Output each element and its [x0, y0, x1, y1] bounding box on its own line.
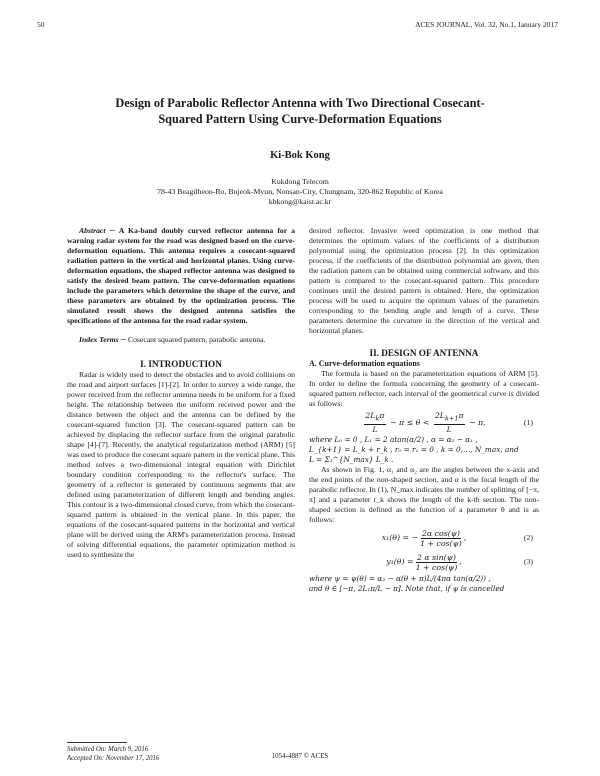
eq1-right-num: 2L — [434, 411, 445, 421]
eq2-num: 2α cos(ψ) — [421, 528, 460, 538]
eq3-num: 2 α sin(ψ) — [416, 552, 456, 562]
eq1-right-sub: k+1 — [444, 415, 459, 424]
right-column — [309, 226, 539, 594]
eq2-den: 1 + cos(ψ) — [420, 538, 462, 548]
section-1-heading: I. INTRODUCTION — [140, 358, 222, 369]
eq2-number: (2) — [523, 533, 533, 543]
affiliation-org: Kukdong Telecom — [271, 177, 329, 186]
eq1-left-fraction — [364, 411, 385, 434]
design-paragraph-2: As shown in Fig. 1, α₁ and α₂ are the angles between the x-axis and the end points of the non-shaped section, and α is the focal length of the parabolic reflector. In (1), N_max indicates the number of splitting of [−π, π] and a parameter r_k shows the length of the k-th section. The non-shaped section is defined as the function of a parameter θ and is as follows: — [309, 464, 539, 525]
left-column — [67, 226, 295, 560]
where-line-4: where ψ = ψ(θ) = α₂ − α(θ + π)L/(4πα tan(α/2)) , — [309, 574, 491, 584]
issn-footer: 1054-4887 © ACES — [271, 752, 329, 760]
eq1-left-den: L — [372, 425, 378, 435]
affiliation-email: kbkong@kaist.ac.kr — [268, 197, 332, 206]
design-paragraph-1: The formula is based on the parameterization equations of ARM [5]. In order to define the formula concerning the geometry of a cosecant-squared pattern reflector, each interval of the geometrical curve is divided as follows: — [309, 368, 539, 408]
subsection-a-heading: A. Curve-deformation equations — [309, 358, 420, 368]
index-terms-text: Cosecant squared pattern, parabolic antenna. — [127, 335, 266, 345]
affiliation — [0, 177, 600, 207]
eq2-fraction — [420, 529, 462, 548]
eq1-left-num: 2L — [365, 411, 376, 421]
eq1-right-tail: π — [458, 411, 464, 421]
abstract — [67, 226, 295, 326]
where-line-2: L_{k+1} = L_k + r_k , r₀ = r₁ = 0 , k = 0,…, N_max, and — [309, 444, 519, 454]
index-terms — [67, 335, 295, 345]
footnote-rule — [67, 742, 127, 743]
equation-2 — [309, 526, 539, 550]
page-number: 50 — [37, 20, 45, 29]
eq3-number: (3) — [523, 557, 533, 567]
eq1-right-den: L — [446, 425, 452, 435]
eq1-end: − π, — [466, 417, 486, 427]
intro-continuation: desired reflector. Invasive weed optimization is one method that determines the optimum values of the coefficients of a distribution polynomial using the optimization process [2]. In this optimization process, if the coefficients of the distribution polynomial are given, then the radiation pattern can be obtained using commercial software, and this pattern is compared to the cosecant-squared pattern. This procedure continues until the desired pattern is obtained. Here, the optimization process will be used to acquire the optimum values of the parameters corresponding to the bending angle and length of a curve. These parameters determine the curvature in the direction of the vertical and horizontal planes. — [309, 226, 539, 336]
journal-header: ACES JOURNAL, Vol. 32, No.1, January 2017 — [415, 20, 558, 29]
index-terms-dash: ─ — [118, 335, 128, 345]
submitted-date: Submitted On: March 9, 2016 — [67, 746, 149, 753]
paper-title — [60, 95, 540, 127]
eq2-tail: , — [463, 533, 467, 543]
eq1-middle: − π ≤ θ < — [387, 417, 432, 427]
equation-3 — [309, 550, 539, 574]
eq1-left-sub: k — [375, 415, 380, 424]
eq1-number: (1) — [523, 417, 533, 427]
abstract-text: A Ka-band doubly curved reflector antenna for a warning radar system for the road was designed based on the curve-deformation equations. This antenna requires a cosecant-squared radiation pattern in the vertical and horizontal planes. Using curve-deformation equations, the shaped reflector antenna was designed to satisfy the desired beam pattern. The curve-deformation equations include the parameters which determine the shape of the curve, and these parameters are obtained by the optimization process. The simulated result shows the designed antenna satisfies the specifications of the antenna for the road radar system. — [67, 226, 295, 326]
eq3-tail: , — [459, 557, 462, 567]
eq3-fraction — [416, 553, 458, 572]
title-line-2: Squared Pattern Using Curve-Deformation Equations — [158, 112, 442, 126]
section-2-heading: II. DESIGN OF ANTENNA — [369, 347, 479, 358]
abstract-dash: ─ — [105, 226, 119, 235]
where-line-5: and θ ∈ [−π, 2L₁π/L − π]. Note that, if ψ is cancelled — [309, 584, 505, 594]
eq3-den: 1 + cos(ψ) — [415, 562, 458, 572]
where-line-1: where L₀ = 0 , L₁ = 2 atan(α/2) , α = α₂ − α₁ , — [309, 434, 478, 444]
title-line-1: Design of Parabolic Reflector Antenna with Two Directional Cosecant- — [115, 96, 485, 110]
author-name: Ki-Bok Kong — [270, 150, 330, 161]
eq1-right-fraction — [434, 411, 465, 434]
where-line-3: L = Σ₁^{N_max} L_k . — [309, 454, 394, 464]
eq1-left-tail: π — [379, 411, 385, 421]
accepted-date: Accepted On: November 17, 2016 — [67, 755, 160, 762]
abstract-label: Abstract — [79, 226, 106, 235]
equation-1 — [309, 411, 539, 435]
eq3-lhs: y₁(θ) = — [386, 557, 414, 567]
index-terms-label: Index Terms — [79, 335, 119, 345]
affiliation-address: 78-43 Beagilheon-Ro, Bujeok-Myun, Nonsan-City, Chungnam, 320-862 Republic of Korea — [157, 187, 443, 196]
introduction-paragraph: Radar is widely used to detect the obstacles and to avoid collisions on the road and airport surfaces [1]-[2]. In order to survey a wide range, the power received from the reflector antenna needs to be uniform for a fixed height. The relationship between the uniform received power and the distance between the object and the antenna can be defined by the cosecant-squared function [3]. The cosecant-squared pattern can be achieved by displacing the reflector surface from the original parabolic shape [4]-[7]. Recently, the analytical regularization method (ARM) [5] was used to produce the cosecant square pattern in the vertical plane. This method solves a two-dimensional integral equation with Dirichlet boundary condition corresponding to the reflector's surface. The geometry of a reflector is generated by continuous segments that are defined using parameterization of different length and bending angles. This contour is a two-dimensional closed curve, from which the cosecant-squared pattern is obtained in the vertical plane. In this paper, the equations of the cosecant-squared patterns in the horizontal and vertical plane will be derived using the ARM's parameterization process. Instead of solving differential equations, the parameter optimization method is used to synthesize the — [67, 369, 295, 560]
eq2-lhs: x₁(θ) = − — [381, 533, 419, 543]
